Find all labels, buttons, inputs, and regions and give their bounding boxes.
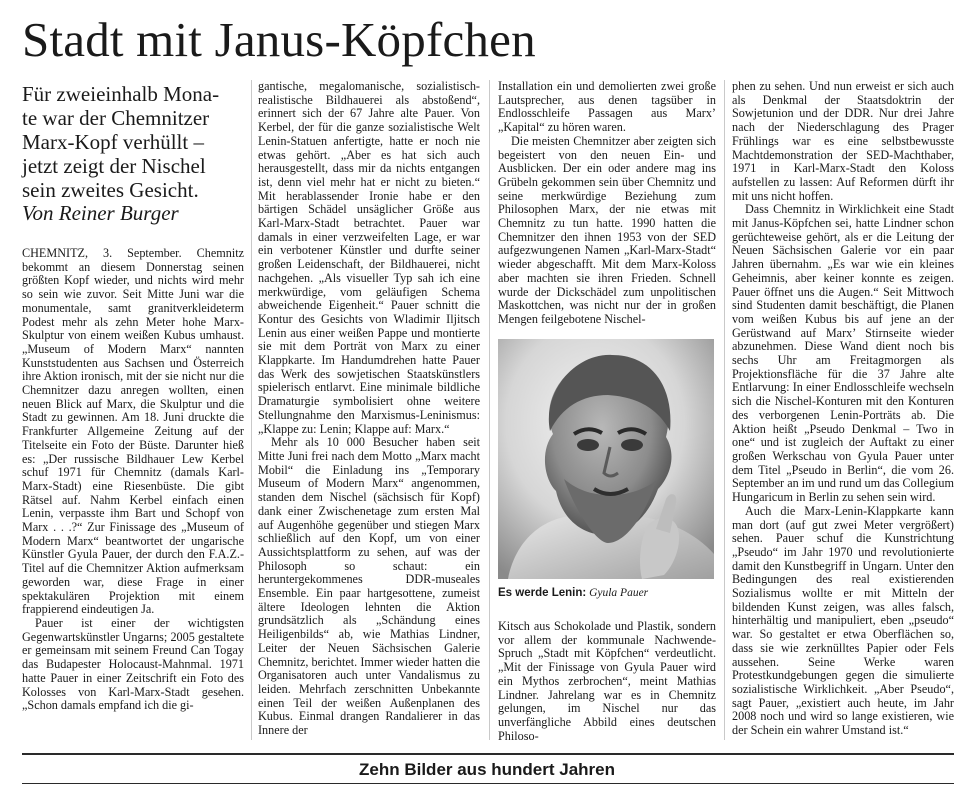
paragraph: Kitsch aus Schokolade und Plastik, sondern vor allem der kommunale Nachwende-Spruch „Stadt mit Köpfchen“ verdeutlicht. „Mit der Finissage von Gyula Pauer wird ein Mythos zerbrochen“, meint Mathias Lindner. Jahrelang war es in Chemnitz gelungen, im Nischel nur das unverfängliche Abbild eines deutschen Philoso- xyxy=(498,619,716,743)
byline: Von Reiner Burger xyxy=(22,201,179,225)
column-rule xyxy=(251,80,252,740)
caption-lead: Es werde Lenin: xyxy=(498,587,587,599)
portrait-photo xyxy=(498,339,714,579)
footer-rule xyxy=(22,783,954,784)
article-column-4 xyxy=(732,80,954,738)
teaser-line: te war der Chemnitzer xyxy=(22,106,210,130)
paragraph: gantische, megalomanische, sozialistisch-realistische Bildhauerei als abstoßend“, erinnert sich der 67 Jahre alte Pauer. Von Kerbel, der für die ganze sozialistische Welt Lenin-Statuen anfertigte, hatte er noch nie etwas gehört. „Aber es hat sich auch herausgestellt, dass mir da nichts entgangen ist, denn viel mehr hat er nicht zu bieten.“ Mit herablassender Ironie habe er den bärtigen Schädel unsäglicher Größe aus Karl-Marx-Stadt betrachtet. Pauer war damals in einer verzweifelten Lage, er war ein verbotener Künstler und durfte seiner großen Leidenschaft, der Bildhauerei, nicht nachgehen. „Als visueller Typ sah ich eine merkwürdige, vom geläufigen Schema abweichende Eigenheit.“ Pauer schnitt die Kontur des Gesichts von Wladimir Iljitsch Lenin aus einer weißen Pappe und montierte sie mit dem Porträt von Marx zu einer Klappkarte. Im Handumdrehen hatte Pauer das Werk des sowjetischen Staatskünstlers spielerisch entlarvt. Eine minimale bildliche Dramaturgie symbolisiert ohne weitere Stellungnahme den Marxismus-Leninismus: „Klappe zu: Lenin; Klappe auf: Marx.“ xyxy=(258,79,480,436)
teaser xyxy=(22,82,248,202)
teaser-line: Für zweieinhalb Mona- xyxy=(22,82,220,106)
paragraph: Mehr als 10 000 Besucher haben seit Mitte Juni frei nach dem Motto „Marx macht Mobil“ die Einladung ins „Temporary Museum of Modern Marx“ angenommen, standen dem Nischel (sächsisch für Kopf) dank einer Zwischenetage zum ersten Mal auf Augenhöhe gegenüber und stiegen Marx schließlich auf den Kopf, um von einer Aussichtsplattform zu sehen, auf was der Philosoph so schaut: ein heruntergekommenes DDR-museales Ensemble. Ein paar hartgesottene, zumeist ältere Ideologen lehnten die Aktion grundsätzlich als „Schändung eines Heiligenbilds“ ab, wie Mathias Lindner, Leiter der Neuen Sächsischen Galerie Chemnitz, berichtet. Immer wieder hatten die Organisatoren auch unter Vandalismus zu leiden. Mehrfach zerschnitten Unbekannte einen Teil der weißen Außenplanen des Kubus. Einmal drangen Randalierer in das Innere der xyxy=(258,435,480,738)
article-column-3 xyxy=(498,80,716,327)
paragraph: Die meisten Chemnitzer aber zeigten sich begeistert von den neuen Ein- und Ausblicken. Der ein oder andere mag ins Grübeln gekommen sein über Chemnitz und seine merkwürdige Beziehung zum Philosophen Marx, der nie etwas mit Chemnitz zu tun hatte. 1990 hatten die Chemnitzer den ihnen 1953 von der SED aufgezwungenen Namen „Karl-Marx-Stadt“ wieder abgeschafft. Mit dem Marx-Koloss aber machten sie ihren Frieden. Schnell wurde der Dickschädel zum unpolitischen Maskottchen, was nicht nur der in großen Mengen feilgebotene Nischel- xyxy=(498,133,716,326)
teaser-line: Marx-Kopf verhüllt – xyxy=(22,130,204,154)
footer-rule xyxy=(22,753,954,755)
column-rule xyxy=(724,80,725,740)
series-title: Zehn Bilder aus hundert Jahren xyxy=(359,760,615,779)
paragraph: Pauer ist einer der wichtigsten Gegenwartskünstler Ungarns; 2005 gestaltete er gemeinsam mit seinem Freund Can Togay das Budapester Holocaust-Mahnmal. 1971 hatte Pauer in einer Zeitschrift ein Foto des Kolosses von Karl-Marx-Stadt gesehen. „Schon damals empfand ich die gi- xyxy=(22,615,244,713)
paragraph: CHEMNITZ, 3. September. Chemnitz bekommt an diesem Donnerstag seinen größten Kopf wieder, und nichts wird mehr so sein wie zuvor. Seit Mitte Juni war die monumentale, samt granitverkleideterm Podest mehr als zehn Meter hohe Marx-Skulptur von einem weißen Kubus umhaust. „Museum of Modern Marx“ nannten Kunststudenten aus Sachsen und Österreich ihre Aktion ironisch, mit der sie nicht nur die Chemnitzer dazu anregen wollten, einen neuen Blick auf Marx, die Skulptur und die Stadt zu gewinnen. Am 18. Juni druckte die Frankfurter Allgemeine Zeitung auf der Titelseite ein Foto der Büste. Darunter hieß es: „Der russische Bildhauer Lew Kerbel schuf 1971 für Chemnitz (damals Karl-Marx-Stadt) eine Riesenbüste. Die gibt Rätsel auf. Nahm Kerbel einfach einen Lenin, verpasste ihm Bart und Schopf von Marx . . .?“ Zur Finissage des „Museum of Modern Marx“ beantwortet der ungarische Künstler Gyula Pauer, der durch den F.A.Z.-Titel auf die Chemnitzer Aktion aufmerksam geworden war, diese Frage in einer spektakulären Projektion mit einem frappierend eindeutigen Ja. xyxy=(22,246,244,617)
caption-name: Gyula Pauer xyxy=(589,587,649,599)
headline: Stadt mit Janus-Köpfchen xyxy=(22,12,536,67)
teaser-line: jetzt zeigt der Nischel xyxy=(22,154,206,178)
paragraph: Installation ein und demolierten zwei große Lautsprecher, aus denen tagsüber in Endlosschleife Passagen aus Marx’ „Kapital“ zu hören waren. xyxy=(498,79,716,135)
article-column-2 xyxy=(258,80,480,738)
column-rule xyxy=(489,80,490,740)
paragraph: Dass Chemnitz in Wirklichkeit eine Stadt mit Janus-Köpfchen sei, hatte Lindner schon gerüchteweise gehört, als er die Leitung der Neuen Sächsischen Galerie vor ein paar Jahren übernahm. „Es war wie ein kleines Geheimnis, aber keiner konnte es zeigen. Pauer öffnet uns die Augen.“ Seit Mittwoch sind Studenten damit beschäftigt, die Planen vom weißen Kubus bis auf jene an der Gerüstwand auf Marx’ Stirnseite wieder abzunehmen. Diese Wand dient noch bis sechs Uhr am Freitagmorgen als Projektionsfläche für die 37 Jahre alte Entlarvung: In einer Endlosschleife wechseln sich die Nischel-Konturen mit den Konturen des verborgenen Lenin-Porträts ab. Die Aktion heißt „Pseudo Denkmal – Two in one“ und ist zugleich der Auftakt zu einer großen Werkschau von Gyula Pauer unter dem Titel „Pseudo in Berlin“, die vom 26. September an im und rund um das Collegium Hungaricum in Berlin zu sehen sein wird. xyxy=(732,202,954,505)
paragraph: phen zu sehen. Und nun erweist er sich auch als Denkmal der Staatsdoktrin der Sowjetunion und der DDR. Nur drei Jahre nach der Niederschlagung des Prager Frühlings war es eine selbstbewusste Machtdemonstration der SED-Machthaber, 1971 in Karl-Marx-Stadt den Koloss aufstellen zu lassen: Auf Reformen dürft ihr mit uns nicht hoffen. xyxy=(732,79,954,203)
teaser-line: sein zweites Gesicht. xyxy=(22,178,199,202)
paragraph: Auch die Marx-Lenin-Klappkarte kann man dort (auf gut zwei Meter vergrößert) sehen. Pauer schuf die Kunstrichtung „Pseudo“ im Jahr 1970 und revolutionierte damit den Kunstbegriff in Ungarn. Unter den Bedingungen des real existierenden Sozialismus wollte er mit Mitteln der bildenden Kunst zeigen, was alles falsch, hinterhältig und manipuliert, eben „pseudo“ war. So gestaltet er etwa Oberflächen so, dass sie wie zerknülltes Papier oder Fels aussehen. Seine Werke waren Protestkundgebungen gegen die simulierte sozialistische Wirklichkeit. „Aber Pseudo“, sagt Pauer, „existiert auch heute, im Jahr 2008 noch und wird so lange existieren, wie der Schein ein wahrer Umstand ist.“ xyxy=(732,503,954,738)
photo-caption xyxy=(498,586,716,600)
article-column-1 xyxy=(22,247,244,713)
article-column-3-continued xyxy=(498,620,716,743)
